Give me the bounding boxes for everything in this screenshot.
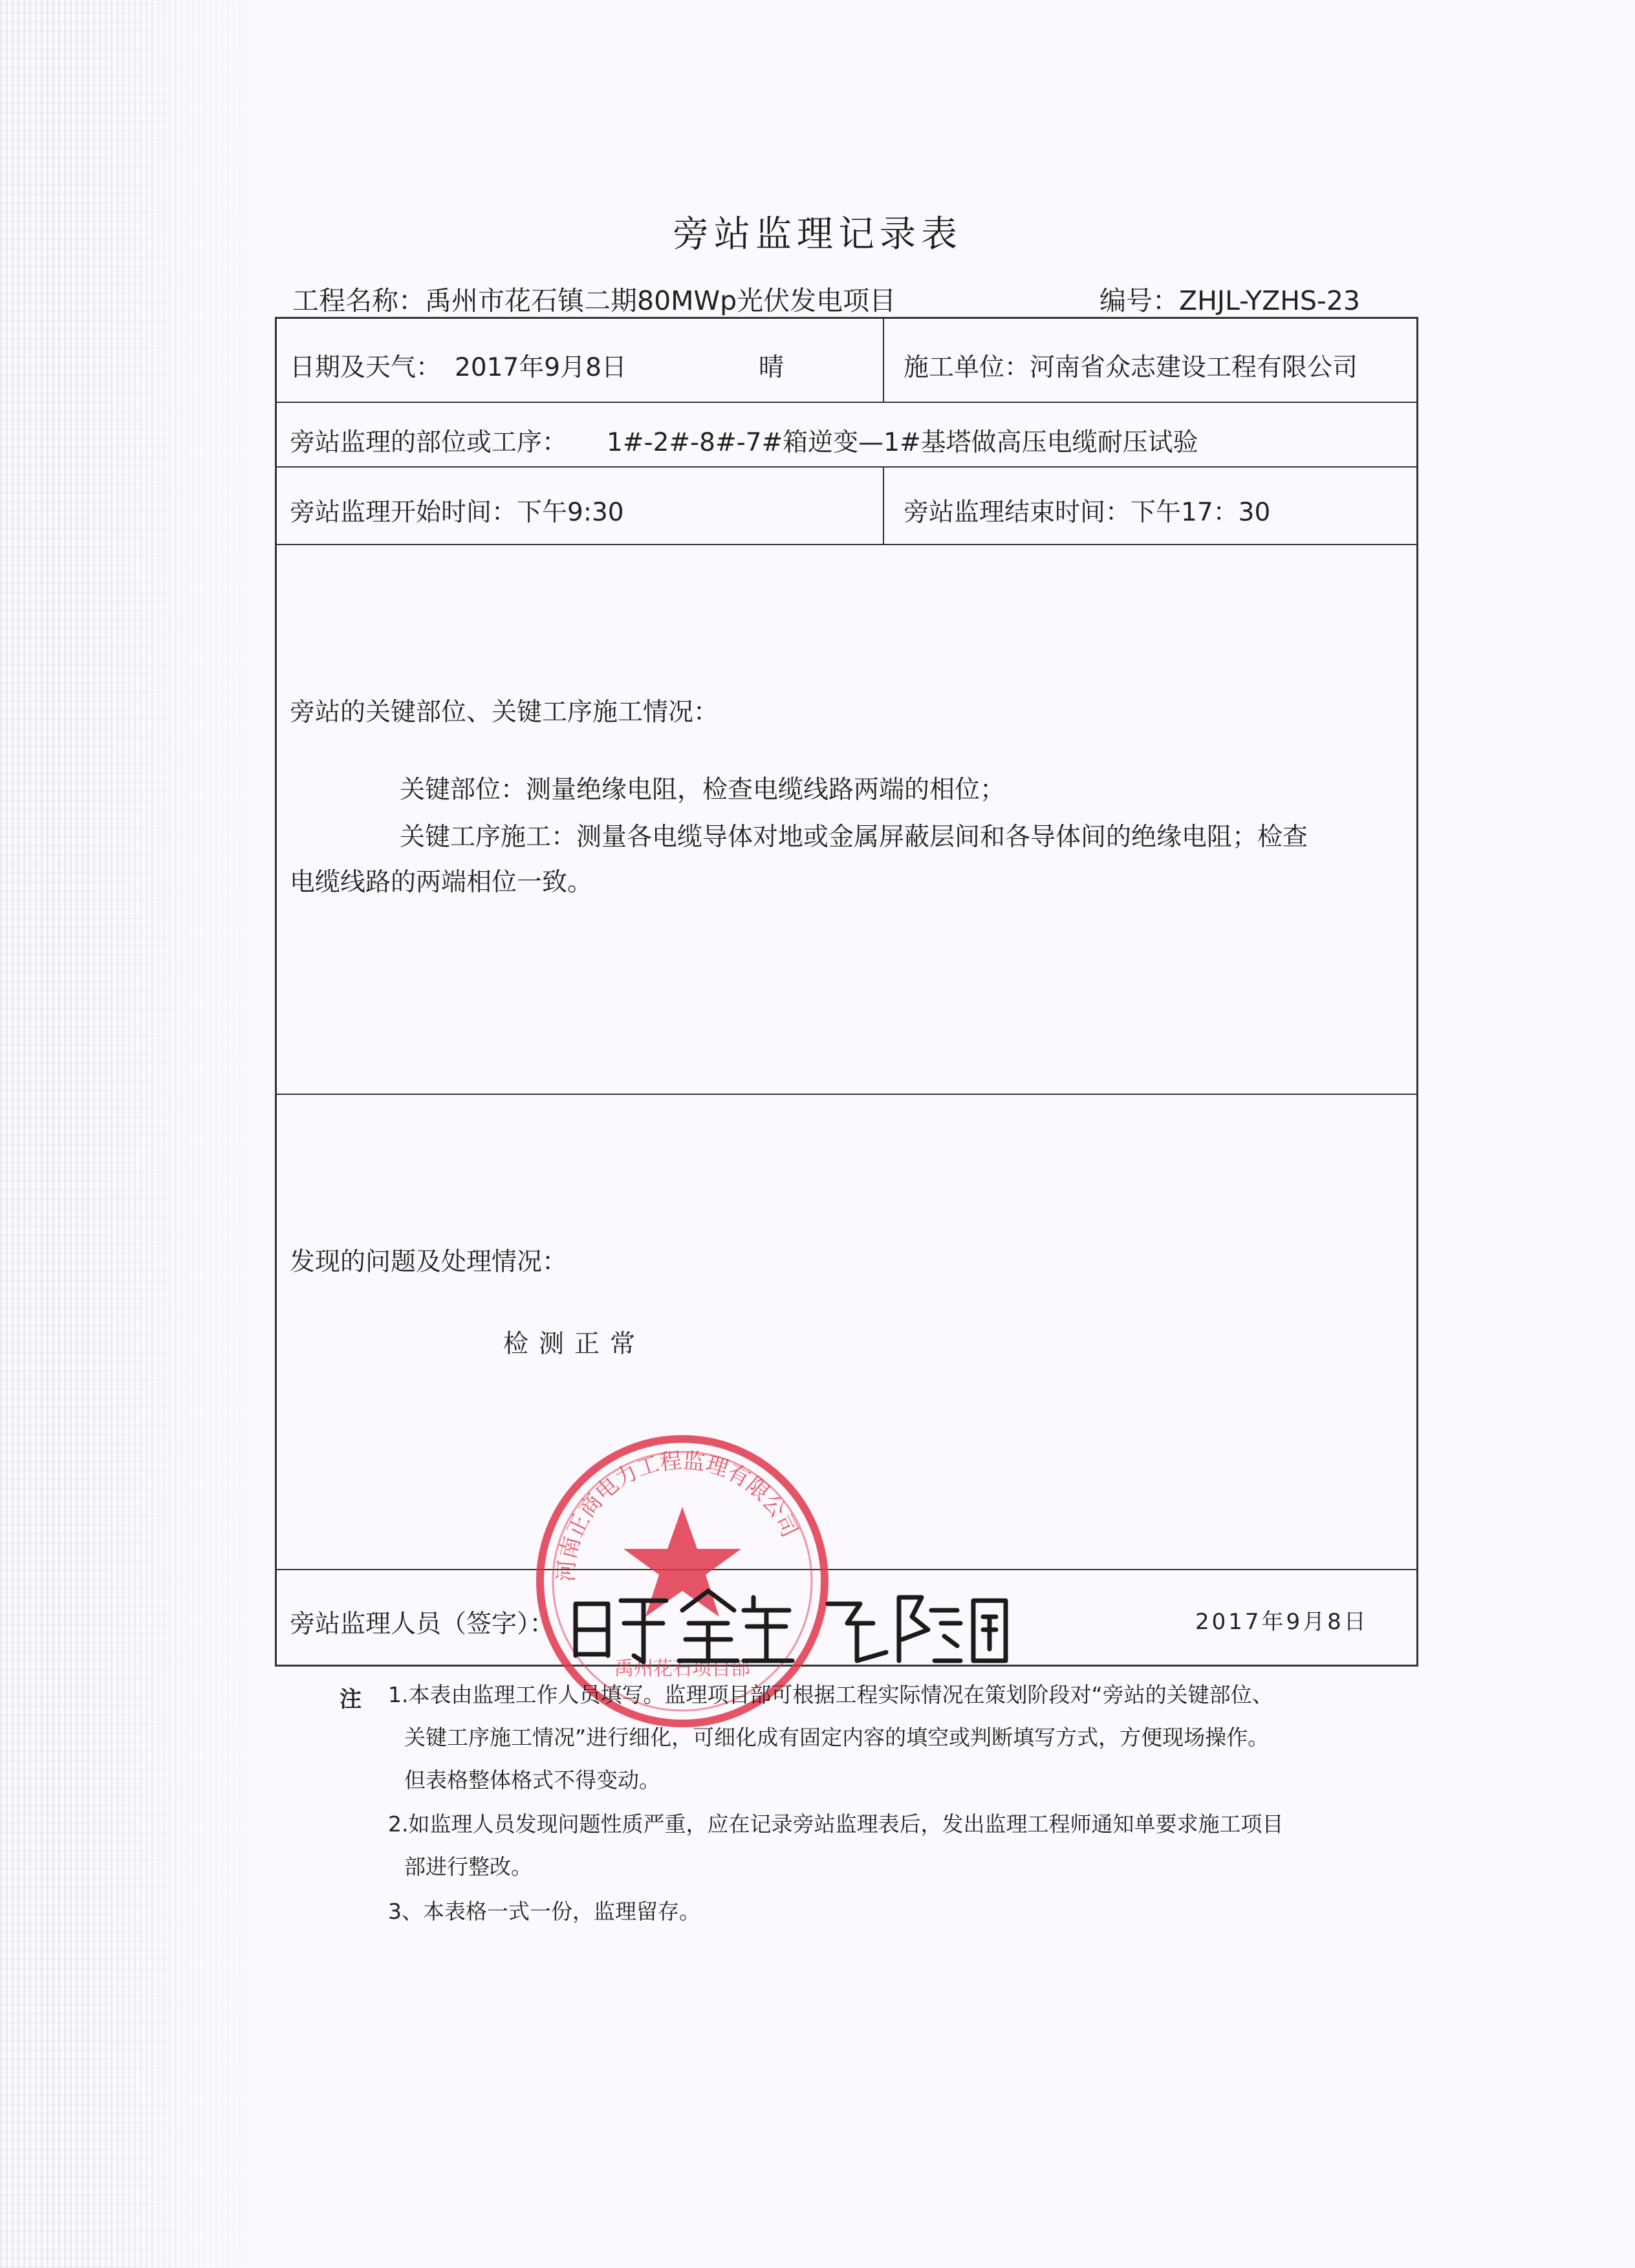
note-1-line-1: 1.本表由监理工作人员填写。监理项目部可根据工程实际情况在策划阶段对“旁站的关键部位、 [388, 1682, 1273, 1707]
problems-title: 发现的问题及处理情况： [290, 1247, 568, 1277]
problems-value: 检测正常 [503, 1330, 646, 1359]
handwritten-signature [569, 1584, 1009, 1669]
row-date-contractor [277, 319, 1416, 403]
date-value: 2017年9月8日 [455, 353, 627, 382]
svg-text:河南正商电力工程监理有限公司: 河南正商电力工程监理有限公司 [554, 1449, 802, 1583]
row-problems [277, 1095, 1416, 1570]
row-location [277, 403, 1416, 468]
sign-date: 2017年9月8日 [1195, 1609, 1369, 1635]
key-section-title: 旁站的关键部位、关键工序施工情况： [290, 698, 719, 727]
key-process-line2: 电缆线路的两端相位一致。 [290, 868, 593, 897]
contractor: 施工单位：河南省众志建设工程有限公司 [904, 353, 1358, 382]
row-times [277, 468, 1416, 545]
location-value: 1#-2#-8#-7#箱逆变—1#基塔做高压电缆耐压试验 [607, 428, 1198, 457]
weather-value: 晴 [759, 353, 785, 382]
page-title: 旁站监理记录表 [673, 213, 962, 255]
key-process-line1: 关键工序施工：测量各电缆导体对地或金属屏蔽层间和各导体间的绝缘电阻；检查 [400, 823, 1308, 852]
project-name: 工程名称：禹州市花石镇二期80MWp光伏发电项目 [292, 285, 896, 316]
note-1-line-3: 但表格整体格式不得变动。 [404, 1767, 660, 1793]
record-form [275, 317, 1418, 1667]
key-part: 关键部位：测量绝缘电阻，检查电缆线路两端的相位； [400, 775, 1006, 805]
note-3: 3、本表格一式一份，监理留存。 [388, 1899, 700, 1924]
date-weather-label: 日期及天气： [290, 353, 442, 382]
document-code: 编号：ZHJL-YZHS-23 [1099, 285, 1361, 316]
svg-text:禹州花石项目部: 禹州花石项目部 [614, 1658, 750, 1679]
date-weather-cell [277, 319, 883, 402]
end-time: 旁站监理结束时间：下午17：30 [904, 498, 1271, 527]
signer-label: 旁站监理人员（签字）： [290, 1610, 555, 1639]
start-time-cell [277, 468, 883, 544]
row-key-section [277, 545, 1416, 1095]
location-label: 旁站监理的部位或工序： [290, 428, 568, 457]
start-time: 旁站监理开始时间：下午9:30 [290, 498, 624, 527]
end-time-cell [883, 468, 1420, 544]
notes-label: 注 [340, 1687, 362, 1712]
scan-edge-shadow [0, 0, 272, 2268]
note-1-line-2: 关键工序施工情况”进行细化，可细化成有固定内容的填空或判断填写方式，方便现场操作。 [404, 1725, 1270, 1750]
contractor-cell [883, 319, 1420, 402]
note-2-line-1: 2.如监理人员发现问题性质严重，应在记录旁站监理表后，发出监理工程师通知单要求施工项目 [388, 1811, 1284, 1837]
note-2-line-2: 部进行整改。 [404, 1854, 532, 1879]
